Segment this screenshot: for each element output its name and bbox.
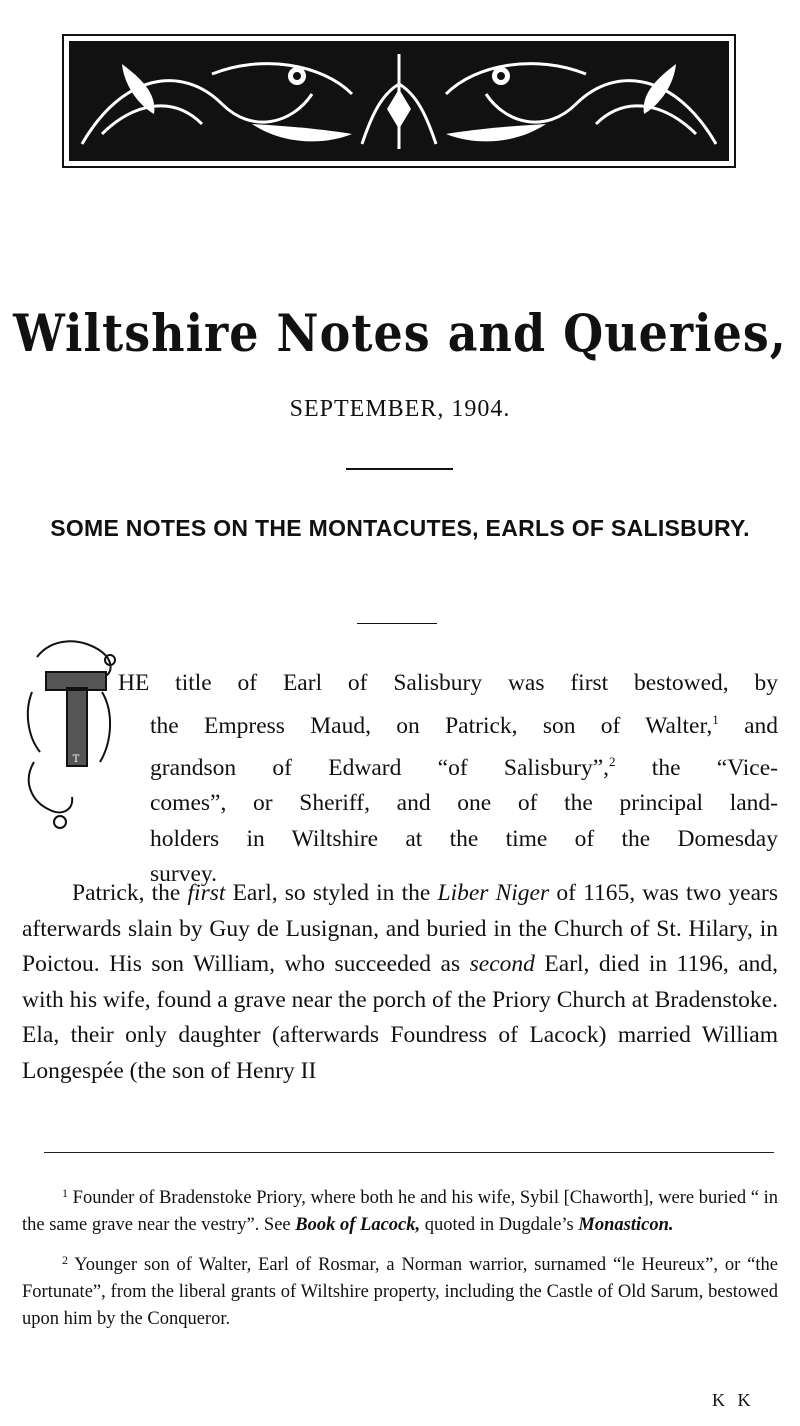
italic-text: Liber Niger bbox=[437, 880, 550, 906]
article-title: SOME NOTES ON THE MONTACUTES, EARLS OF SALISBURY. bbox=[50, 515, 750, 541]
intro-line: comes”, or Sheriff, and one of the principal land- bbox=[150, 790, 778, 817]
text-run: of 1165, was two years afterwards slain by Guy de Lusignan, and buried in the Church of St. Hilary, in Poictou. His son William, who succeeded as bbox=[22, 880, 778, 977]
footnote-text: quoted in Dugdale’s bbox=[420, 1215, 579, 1235]
intro-line: survey. bbox=[150, 861, 218, 888]
intro-line: holders in Wiltshire at the time of the Domesday bbox=[150, 825, 778, 852]
divider bbox=[357, 623, 437, 624]
footnote-italic: Book of Lacock, bbox=[295, 1215, 421, 1235]
text-run: Earl, died in 1196, and, with his wife, found a grave near the porch of the Priory Church at Bradenstoke. Ela, their only daughter (afterwards Foundress of Lacock) married William Longespée (the son of Henry II bbox=[22, 951, 779, 1084]
decorative-banner bbox=[62, 34, 736, 168]
footnote-text: Founder of Bradenstoke Priory, where both he and his wife, Sybil [Chaworth], were buried “ in the same grave near the vestry”. See bbox=[22, 1188, 778, 1235]
text-run: Earl, so styled in the bbox=[225, 880, 438, 906]
journal-title: Wiltshire Notes and Queries, bbox=[13, 302, 787, 364]
divider bbox=[346, 468, 453, 470]
intro-line-tail: and bbox=[718, 712, 778, 739]
footnote-marker: 2 bbox=[62, 1253, 68, 1267]
intro-line-text: grandson of Edward “of Salisbury”, bbox=[150, 754, 610, 781]
intro-line-text: the Empress Maud, on Patrick, son of Walter, bbox=[150, 712, 713, 739]
footnote-text: Younger son of Walter, Earl of Rosmar, a Norman warrior, surnamed “le Heureux”, or “the Fortunate”, from the liberal grants of Wiltshire property, including the Castle of Old Sarum, bestowed upon him by the Conqueror. bbox=[22, 1255, 778, 1329]
text-run: Patrick, the bbox=[72, 880, 188, 906]
intro-paragraph bbox=[22, 666, 778, 893]
footnote-divider bbox=[44, 1152, 774, 1153]
body-paragraph bbox=[22, 876, 778, 1089]
footnotes bbox=[22, 1180, 778, 1341]
signature-mark: K K bbox=[712, 1390, 755, 1410]
footnote-marker: 1 bbox=[62, 1186, 68, 1200]
intro-line: grandson of Edward “of Salisbury”,$^2$ the “Vice- bbox=[150, 753, 778, 781]
italic-text: second bbox=[469, 951, 535, 977]
issue-date: SEPTEMBER, 1904. bbox=[289, 396, 511, 422]
footnote bbox=[22, 1247, 778, 1333]
intro-line: the Empress Maud, on Patrick, son of Walter,$^1$ and bbox=[150, 711, 778, 739]
initial-letter: T bbox=[72, 754, 80, 765]
italic-text: first bbox=[187, 880, 226, 906]
intro-line: HE title of Earl of Salisbury was first bestowed, by bbox=[118, 670, 778, 696]
footnote-italic: Monasticon. bbox=[578, 1215, 674, 1235]
intro-line-tail: the “Vice- bbox=[615, 754, 778, 781]
footnote bbox=[22, 1180, 778, 1239]
